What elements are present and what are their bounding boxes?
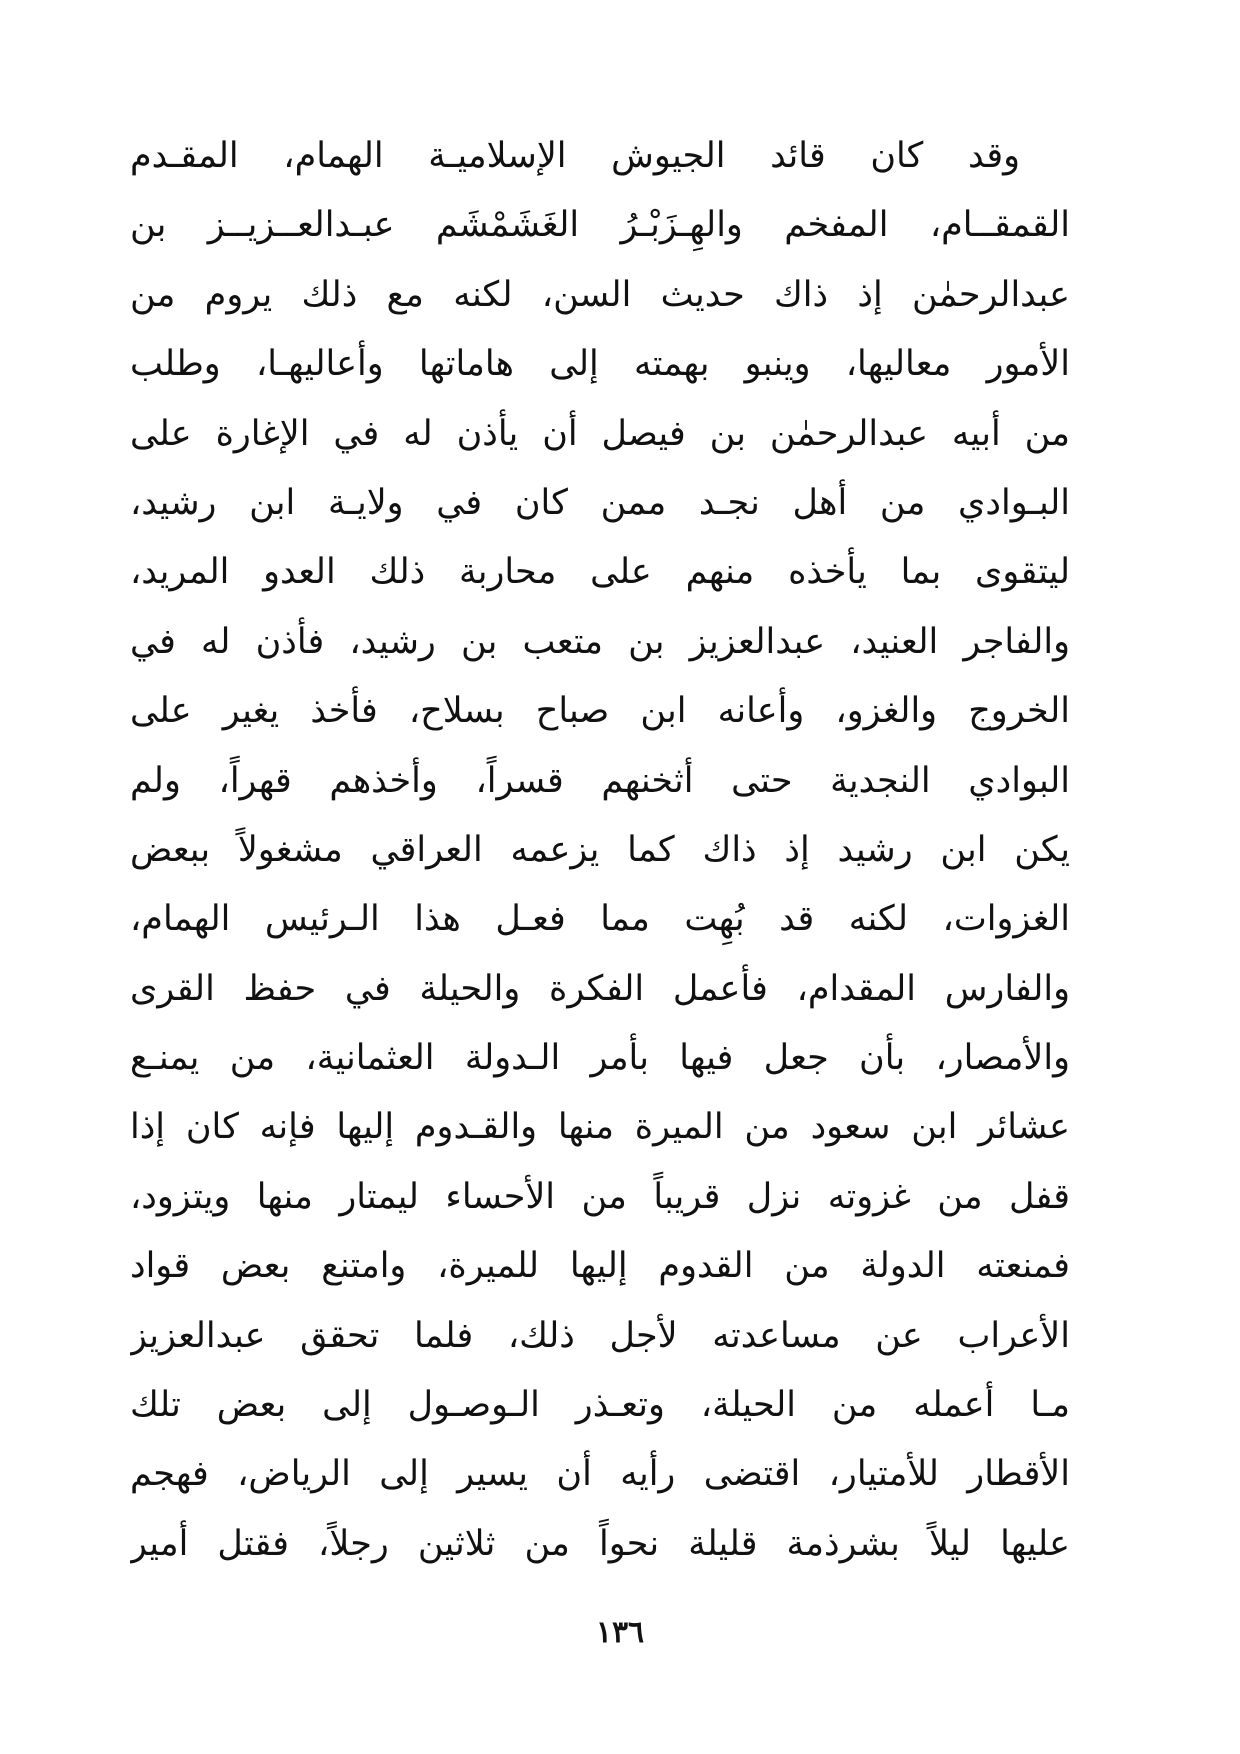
text-line: الغزوات، لكنه قد بُهِت مما فعـل هذا الـرئيس الهمام، xyxy=(130,899,1070,940)
text-line: القمقــام، المفخم والهِـزَبْـرُ الغَشَمْشَم عبـدالعــزيــز بن xyxy=(130,205,1070,246)
text-line: مـا أعمله من الحيلة، وتعـذر الـوصـول إلى بعض تلك xyxy=(130,1385,1070,1426)
text-line: الخروج والغزو، وأعانه ابن صباح بسلاح، فأخذ يغير على xyxy=(130,691,1070,732)
text-line: الأقطار للأمتيار، اقتضى رأيه أن يسير إلى الرياض، فهجم xyxy=(130,1454,1070,1495)
text-line: البـوادي من أهل نجـد ممن كان في ولايـة ابن رشيد، xyxy=(130,482,1070,523)
text-line: ليتقوى بما يأخذه منهم على محاربة ذلك العدو المريد، xyxy=(130,552,1070,593)
text-line: والفارس المقدام، فأعمل الفكرة والحيلة في حفظ القرى xyxy=(130,968,1070,1009)
text-line: والفاجر العنيد، عبدالعزيز بن متعب بن رشيد، فأذن له في xyxy=(130,621,1070,662)
text-line: قفل من غزوته نزل قريباً من الأحساء ليمتار منها ويتزود، xyxy=(130,1176,1070,1217)
text-line: والأمصار، بأن جعل فيها بأمر الـدولة العثمانية، من يمنـع xyxy=(130,1038,1070,1079)
text-line: البوادي النجدية حتى أثخنهم قسراً، وأخذهم قهراً، ولم xyxy=(130,760,1070,801)
text-line: عبدالرحمٰن إذ ذاك حديث السن، لكنه مع ذلك يروم من xyxy=(130,274,1070,315)
text-line: من أبيه عبدالرحمٰن بن فيصل أن يأذن له في الإغارة على xyxy=(130,413,1070,454)
text-line: عليها ليلاً بشرذمة قليلة نحواً من ثلاثين رجلاً، فقتل أمير xyxy=(130,1523,1070,1564)
page-number: ١٣٦ xyxy=(595,1615,645,1650)
text-line: الأعراب عن مساعدته لأجل ذلك، فلما تحقق عبدالعزيز xyxy=(130,1315,1070,1356)
page-body-text xyxy=(130,122,1070,1579)
text-line: فمنعته الدولة من القدوم إليها للميرة، وامتنع بعض قواد xyxy=(130,1246,1070,1287)
text-line: عشائر ابن سعود من الميرة منها والقـدوم إليها فإنه كان إذا xyxy=(130,1107,1070,1148)
text-line: الأمور معاليها، وينبو بهمته إلى هاماتها وأعاليهـا، وطلب xyxy=(130,344,1070,385)
text-line: وقد كان قائد الجيوش الإسلاميـة الهمام، المقـدم xyxy=(130,136,1020,176)
text-line: يكن ابن رشيد إذ ذاك كما يزعمه العراقي مشغولاً ببعض xyxy=(130,829,1070,870)
